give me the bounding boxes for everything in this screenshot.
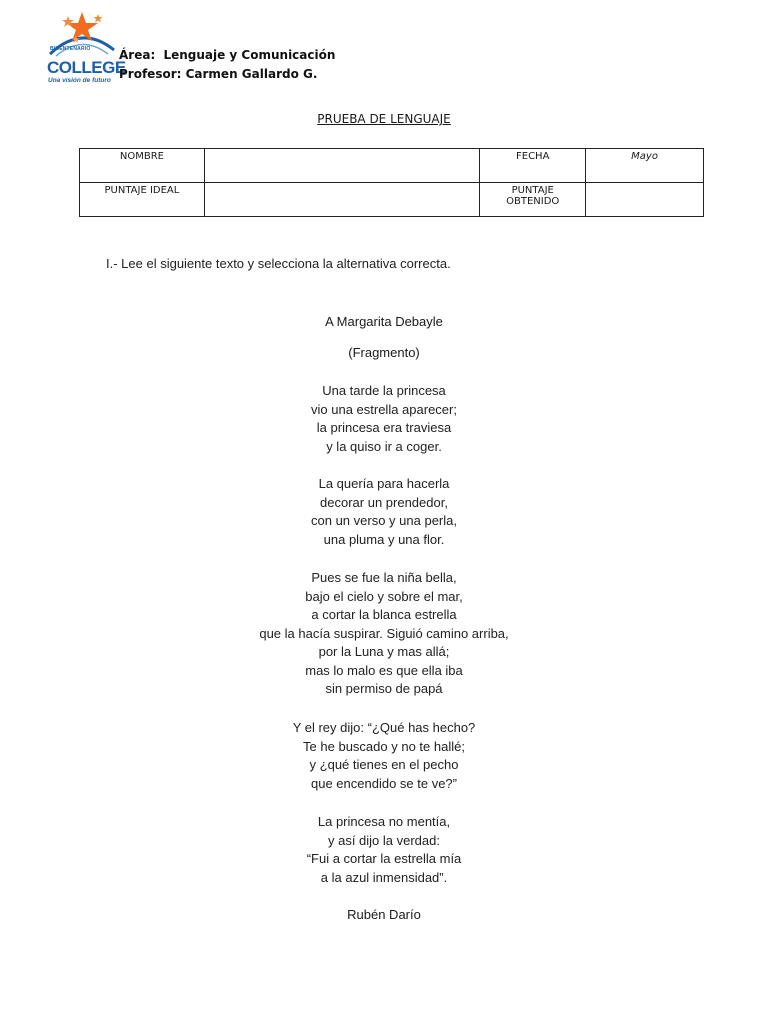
area-label: Área: (119, 48, 156, 62)
obtained-label-line1: PUNTAJE (511, 185, 554, 196)
poem-line: bajo el cielo y sobre el mar, (305, 588, 463, 604)
school-logo (46, 10, 126, 86)
obtained-score-label (480, 183, 586, 217)
poem-line: decorar un prendedor, (320, 494, 448, 510)
poem-line: vio una estrella aparecer; (311, 401, 457, 417)
table-row (80, 149, 704, 183)
poem-stanza-4 (0, 719, 768, 793)
poem-line: y ¿qué tienes en el pecho (309, 757, 459, 772)
poem-line: por la Luna y mas allá; (318, 644, 450, 659)
poem-line: mas lo malo es que ella iba (305, 662, 463, 678)
poem-line: “Fui a cortar la estrella mía (306, 851, 462, 866)
poem-line: la princesa era traviesa (316, 420, 452, 435)
poem-line: que encendido se te ve?” (311, 775, 457, 791)
obtained-label-line2: OBTENIDO (506, 196, 560, 207)
ideal-score-label: PUNTAJE IDEAL (80, 183, 205, 217)
logo-name: COLLEGE (47, 58, 126, 77)
name-label: NOMBRE (80, 149, 205, 183)
instruction-text: I.- Lee el siguiente texto y selecciona la alternativa correcta. (106, 256, 451, 271)
area-value: Lenguaje y Comunicación (163, 48, 336, 62)
header-info (119, 46, 335, 84)
poem-line: Pues se fue la niña bella, (311, 570, 457, 585)
poem-line: Una tarde la princesa (322, 383, 446, 398)
poem-stanza-2 (0, 475, 768, 549)
page-title: PRUEBA DE LENGUAJE (317, 112, 451, 126)
poem-line: y así dijo la verdad: (327, 832, 440, 848)
poem-line: a cortar la blanca estrella (311, 607, 457, 622)
poem-line: con un verso y una perla, (311, 513, 457, 528)
poem-line: que la hacía suspirar. Siguió camino arriba, (259, 625, 509, 641)
teacher-label: Profesor: (119, 67, 182, 81)
logo-arc-text: BICENTENARIO (50, 46, 91, 52)
info-table (79, 148, 704, 217)
date-field[interactable]: Mayo (586, 149, 704, 183)
poem-stanza-1 (0, 382, 768, 456)
poem-line: La princesa no mentía, (317, 814, 451, 829)
poem-line: a la azul inmensidad”. (320, 869, 448, 885)
poem-line: La quería para hacerla (318, 476, 450, 491)
name-field[interactable] (204, 149, 479, 183)
table-row (80, 183, 704, 217)
poem-stanza-5 (0, 813, 768, 887)
poem-line: Y el rey dijo: “¿Qué has hecho? (292, 720, 476, 735)
date-label: FECHA (480, 149, 586, 183)
poem-line: sin permiso de papá (325, 681, 443, 696)
teacher-value: Carmen Gallardo G. (185, 67, 318, 81)
poem-line: y la quiso ir a coger. (326, 438, 442, 454)
ideal-score-field[interactable] (204, 183, 479, 217)
poem-line: una pluma y una flor. (323, 531, 445, 547)
poem-subtitle: (Fragmento) (348, 345, 420, 360)
star-icon (46, 10, 118, 60)
logo-tagline: Una visión de futuro (48, 77, 111, 84)
poem-title: A Margarita Debayle (325, 314, 443, 329)
poem-line: Te he buscado y no te hallé; (303, 738, 465, 754)
poem-author: Rubén Darío (347, 907, 421, 922)
poem-stanza-3 (0, 569, 768, 699)
obtained-score-field[interactable] (586, 183, 704, 217)
